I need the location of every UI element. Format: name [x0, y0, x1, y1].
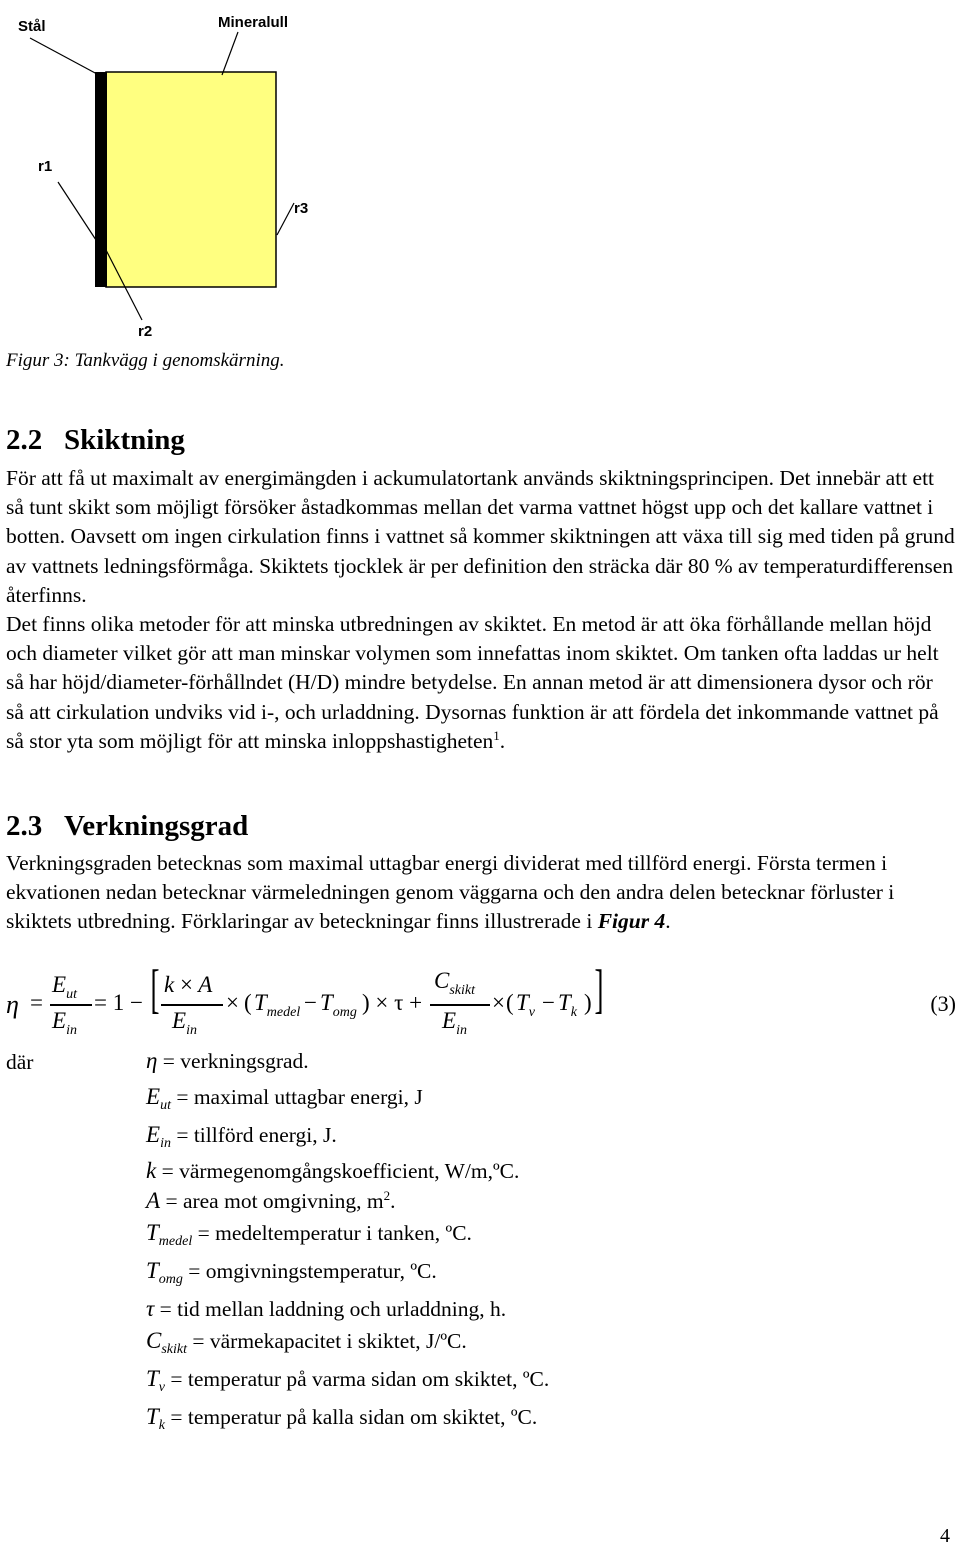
def-symbol: C: [146, 1328, 162, 1353]
paragraph-end: .: [499, 728, 506, 753]
section-number: 2.3: [6, 810, 43, 842]
frac1-numerator: [52, 972, 77, 1002]
r1-label: r1: [38, 158, 53, 175]
definition-E-ut: [146, 1084, 423, 1113]
open-paren: (: [244, 990, 252, 1015]
kA-denominator: [172, 1008, 197, 1038]
fraction-bar: [430, 1004, 490, 1006]
paragraph-end: .: [665, 909, 671, 934]
T-v: [516, 990, 536, 1020]
minus-sign: −: [304, 990, 317, 1015]
def-subscript: skikt: [161, 1342, 187, 1357]
def-text: = verkningsgrad.: [157, 1049, 309, 1073]
frac1-denominator: [52, 1008, 77, 1038]
T-symbol: T: [254, 990, 267, 1015]
section-2-3-heading: [6, 810, 248, 843]
section-2-2-heading: [6, 424, 185, 457]
r1-pointer: [58, 182, 96, 240]
def-text: = tid mellan laddning och urladdning, h.: [154, 1297, 507, 1321]
section-title: Skiktning: [64, 424, 185, 456]
def-text: = tillförd energi, J.: [170, 1123, 337, 1147]
fraction-bar: [161, 1004, 223, 1006]
equals-sign: =: [30, 990, 43, 1015]
in-subscript: in: [456, 1023, 467, 1038]
medel-subscript: medel: [266, 1005, 301, 1020]
k-subscript: k: [570, 1005, 578, 1020]
E-symbol: E: [52, 972, 67, 997]
mineralull-label: Mineralull: [218, 14, 289, 31]
minus-sign: −: [542, 990, 555, 1015]
mineralull-pointer: [222, 32, 238, 75]
left-bracket: [: [150, 959, 160, 1019]
C-symbol: C: [434, 968, 450, 993]
def-symbol: T: [146, 1366, 159, 1391]
E-symbol: E: [52, 1008, 67, 1033]
right-bracket: ]: [594, 959, 604, 1019]
def-subscript: medel: [158, 1234, 193, 1249]
in-subscript: in: [186, 1023, 197, 1038]
A-symbol: A: [198, 972, 213, 997]
section-title: Verkningsgrad: [64, 810, 249, 842]
skiktning-paragraph: För att få ut maximalt av energimängden i ackumulatortank används skiktningsprincipen. Det innebär att ett så tunt skikt som möjligt försöker åstadkommas mellan det varma vattnet högst upp och det kallare vattnet i botten. Oavsett om ingen cirkulation finns i vattnet så kommer skiktningen att växa till sig med tiden på grund av vattnets ledningsförmåga. Skiktets tjocklek är per definition den sträcka där 80 % av temperaturdifferensen återfinns.: [6, 466, 955, 607]
def-symbol: T: [146, 1220, 159, 1245]
definition-T-medel: [146, 1220, 472, 1249]
C-skikt-denominator: [442, 1008, 467, 1038]
T-medel: [254, 990, 301, 1020]
def-symbol: k: [146, 1158, 157, 1183]
skiktning-paragraph-2: [6, 610, 956, 756]
fraction-bar: [50, 1004, 92, 1006]
def-symbol: E: [146, 1084, 161, 1109]
def-text: = värmegenomgångskoefficient, W/m,ºC.: [156, 1159, 520, 1183]
def-text: = medeltemperatur i tanken, ºC.: [192, 1221, 472, 1245]
T-symbol: T: [516, 990, 529, 1015]
definition-A: [146, 1188, 395, 1214]
omg-subscript: omg: [332, 1005, 357, 1020]
open-paren: (: [506, 990, 514, 1015]
T-omg: [320, 990, 357, 1020]
def-text: = area mot omgivning, m: [160, 1189, 384, 1214]
insulation-layer: [106, 72, 276, 287]
stal-pointer: [30, 38, 97, 74]
definition-E-in: [146, 1122, 337, 1151]
times-sign: ×: [179, 972, 193, 997]
def-text: = omgivningstemperatur, ºC.: [182, 1259, 437, 1283]
page-number: 4: [940, 1525, 950, 1547]
T-symbol: T: [558, 990, 571, 1015]
def-superscript: 2: [383, 1188, 391, 1203]
def-text: = temperatur på varma sidan om skiktet, ºC.: [165, 1367, 550, 1391]
def-symbol: τ: [146, 1296, 155, 1321]
times-sign: ×: [492, 990, 505, 1015]
definition-k: [146, 1158, 519, 1184]
dar-label: där: [6, 1050, 34, 1074]
E-symbol: E: [442, 1008, 457, 1033]
paragraph-text: Det finns olika metoder för att minska utbredningen av skiktet. En metod är att öka förhållande mellan höjd och diameter vilket gör att man minskar volymen som innefattas inom skiktet. Om tanken ofta laddas ur helt så har höjd/diameter-förhållndet (H/D) mindre betydelse. En annan metod är att dimensionera dysor och rör så att cirkulation undviks vid i-, och urladdning. Dysornas funktion är att fördela det inkommande vattnet på så stor yta som möjligt för att minska inloppshastigheten: [6, 612, 939, 753]
efficiency-equation: [6, 959, 956, 1044]
C-skikt-numerator: [434, 968, 475, 998]
eta-symbol: η: [6, 990, 19, 1019]
close-times-tau-plus: ) × τ +: [362, 990, 423, 1015]
paragraph-text: Verkningsgraden betecknas som maximal uttagbar energi dividerat med tillförd energi. Första termen i ekvationen nedan betecknar värmeledningen genom väggarna och den andra delen betecknar förluster i skiktets utbredning. Förklaringar av beteckningar finns illustrerade i: [6, 851, 895, 934]
verkningsgrad-paragraph: [6, 849, 956, 937]
stal-label: Stål: [18, 18, 46, 35]
kA-numerator: [164, 972, 212, 998]
def-symbol: T: [146, 1404, 159, 1429]
k-symbol: k: [164, 972, 175, 997]
close-paren: ): [584, 990, 592, 1015]
tank-wall-figure: [0, 0, 330, 345]
def-symbol: T: [146, 1258, 159, 1283]
def-text: = temperatur på kalla sidan om skiktet, ºC.: [165, 1405, 538, 1429]
def-text: = värmekapacitet i skiktet, J/ºC.: [187, 1329, 467, 1353]
skikt-subscript: skikt: [449, 983, 475, 998]
v-subscript: v: [528, 1005, 536, 1020]
times-sign: ×: [226, 990, 239, 1015]
def-subscript: k: [158, 1418, 166, 1433]
figure-reference: Figur 4: [597, 909, 666, 934]
def-symbol: η: [146, 1048, 158, 1073]
footnote-ref: 1: [493, 727, 500, 743]
def-symbol: A: [146, 1188, 161, 1214]
definition-T-omg: [146, 1258, 437, 1287]
definition-tau: [146, 1296, 506, 1322]
def-subscript: ut: [160, 1098, 171, 1113]
steel-layer: [95, 72, 107, 287]
r2-label: r2: [138, 323, 153, 340]
definition-eta: [146, 1048, 309, 1074]
def-text: = maximal uttagbar energi, J: [170, 1085, 423, 1109]
in-subscript: in: [66, 1023, 77, 1038]
definition-T-v: [146, 1366, 550, 1395]
def-subscript: in: [160, 1136, 171, 1151]
T-symbol: T: [320, 990, 333, 1015]
def-subscript: omg: [158, 1272, 183, 1287]
def-tail: .: [390, 1189, 396, 1214]
r3-label: r3: [294, 200, 309, 217]
section-number: 2.2: [6, 424, 43, 456]
definition-T-k: [146, 1404, 538, 1433]
def-subscript: v: [158, 1380, 166, 1395]
equation-number: (3): [930, 991, 956, 1016]
def-symbol: E: [146, 1122, 161, 1147]
figure-caption: Figur 3: Tankvägg i genomskärning.: [6, 350, 285, 371]
T-k: [558, 990, 578, 1020]
r3-pointer: [277, 203, 294, 235]
equals-one-minus: = 1 −: [94, 990, 143, 1015]
definition-C-skikt: [146, 1328, 467, 1357]
E-symbol: E: [172, 1008, 187, 1033]
ut-subscript: ut: [66, 987, 77, 1002]
